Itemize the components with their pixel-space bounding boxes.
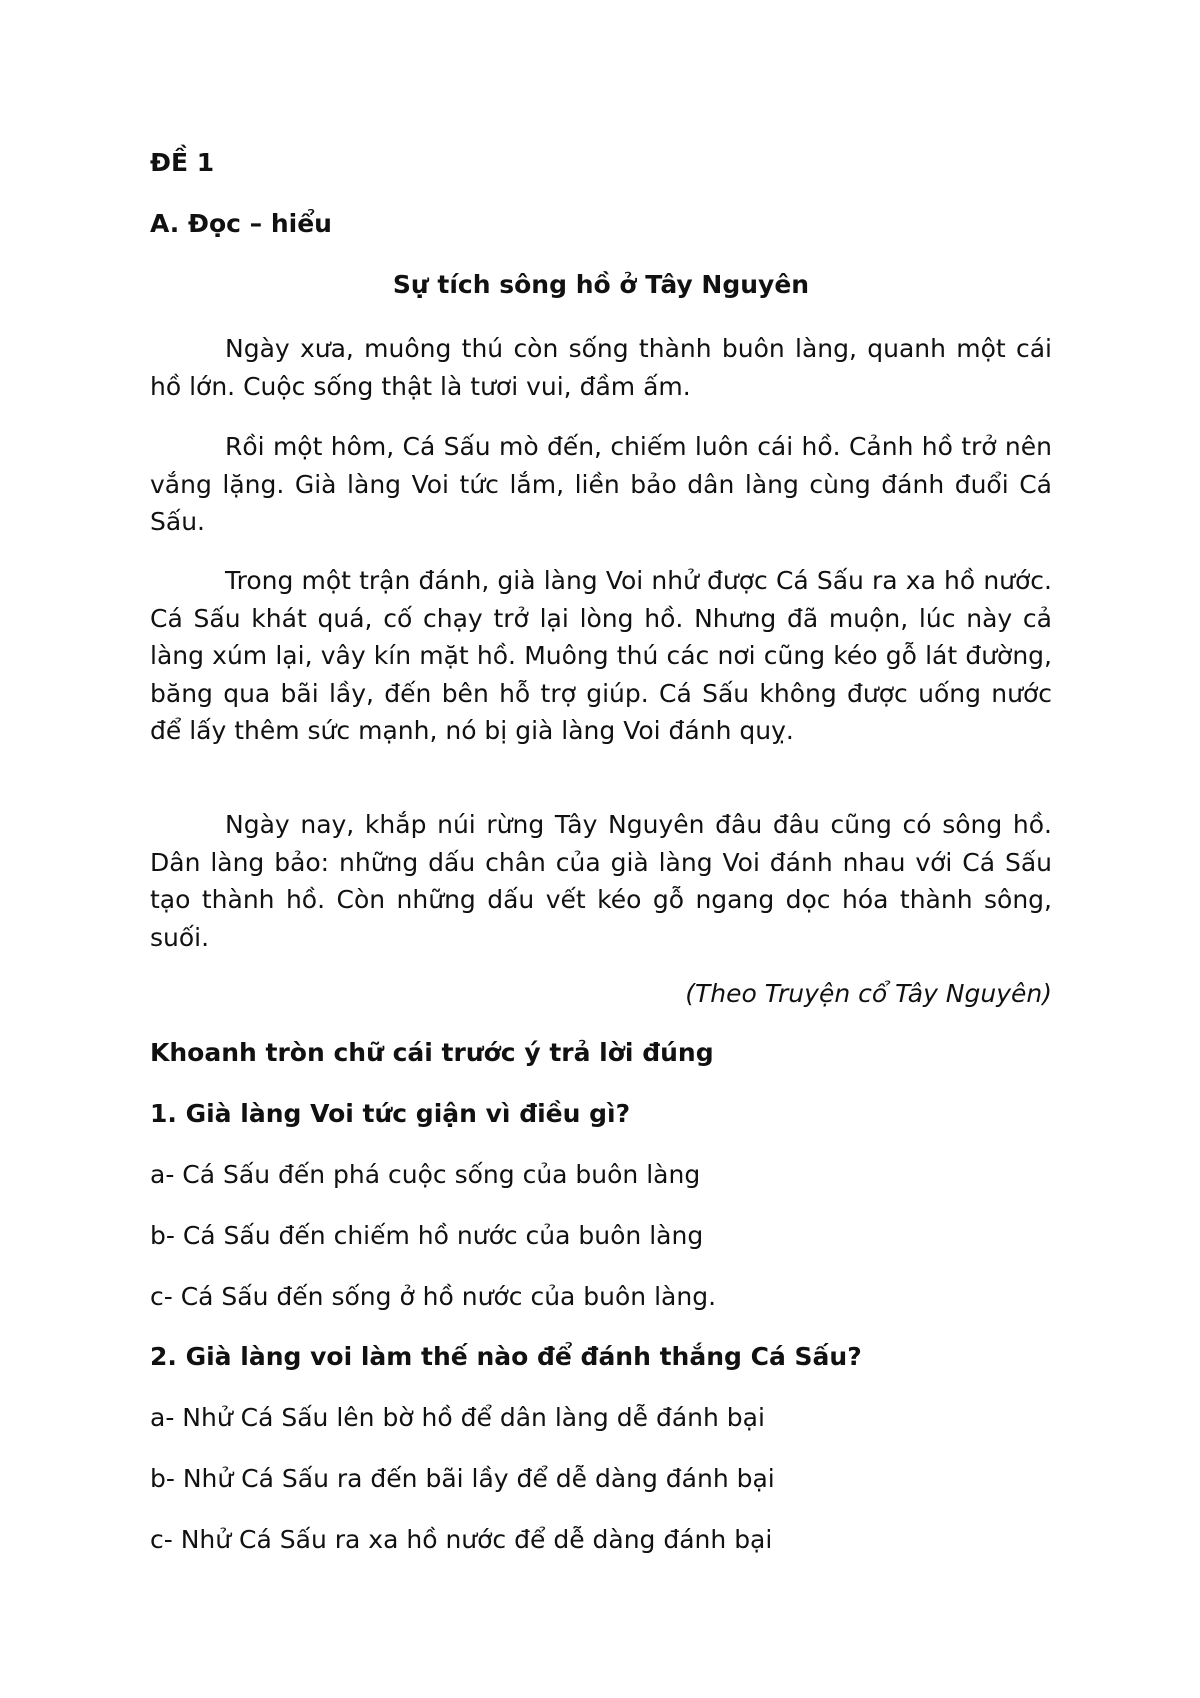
question-1-option-a: a- Cá Sấu đến phá cuộc sống của buôn làng bbox=[150, 1160, 701, 1189]
question-1-option-b: b- Cá Sấu đến chiếm hồ nước của buôn làng bbox=[150, 1221, 704, 1250]
story-paragraph-3: Trong một trận đánh, già làng Voi nhử được Cá Sấu ra xa hồ nước. Cá Sấu khát quá, cố chạy trở lại lòng hồ. Nhưng đã muộn, lúc này cả làng xúm lại, vây kín mặt hồ. Muông thú các nơi cũng kéo gỗ lát đường, băng qua bãi lầy, đến bên hỗ trợ giúp. Cá Sấu không được uống nước để lấy thêm sức mạnh, nó bị già làng Voi đánh quỵ. bbox=[150, 566, 1052, 745]
question-2-option-b: b- Nhử Cá Sấu ra đến bãi lầy để dễ dàng đánh bại bbox=[150, 1464, 775, 1493]
story-source: (Theo Truyện cổ Tây Nguyên) bbox=[685, 979, 1052, 1008]
story-paragraph-2: Rồi một hôm, Cá Sấu mò đến, chiếm luôn cái hồ. Cảnh hồ trở nên vắng lặng. Già làng Voi tức lắm, liền bảo dân làng cùng đánh đuổi Cá Sấu. bbox=[150, 432, 1052, 536]
document-page bbox=[150, 0, 1052, 1698]
question-1-text: 1. Già làng Voi tức giận vì điều gì? bbox=[150, 1099, 631, 1128]
instruction-text: Khoanh tròn chữ cái trước ý trả lời đúng bbox=[150, 1038, 714, 1067]
story-title: Sự tích sông hồ ở Tây Nguyên bbox=[392, 270, 810, 299]
question-2-text: 2. Già làng voi làm thế nào để đánh thắng Cá Sấu? bbox=[150, 1342, 862, 1371]
section-title: A. Đọc – hiểu bbox=[150, 209, 332, 238]
question-2-option-c: c- Nhử Cá Sấu ra xa hồ nước để dễ dàng đánh bại bbox=[150, 1525, 773, 1554]
question-2-option-a: a- Nhử Cá Sấu lên bờ hồ để dân làng dễ đánh bại bbox=[150, 1403, 765, 1432]
story-paragraph-1: Ngày xưa, muông thú còn sống thành buôn làng, quanh một cái hồ lớn. Cuộc sống thật là tươi vui, đầm ấm. bbox=[150, 334, 1052, 401]
exam-title: ĐỀ 1 bbox=[150, 148, 215, 177]
story-paragraph-4: Ngày nay, khắp núi rừng Tây Nguyên đâu đâu cũng có sông hồ. Dân làng bảo: những dấu chân của già làng Voi đánh nhau với Cá Sấu tạo thành hồ. Còn những dấu vết kéo gỗ ngang dọc hóa thành sông, suối. bbox=[150, 810, 1052, 952]
question-1-option-c: c- Cá Sấu đến sống ở hồ nước của buôn làng. bbox=[150, 1282, 717, 1311]
